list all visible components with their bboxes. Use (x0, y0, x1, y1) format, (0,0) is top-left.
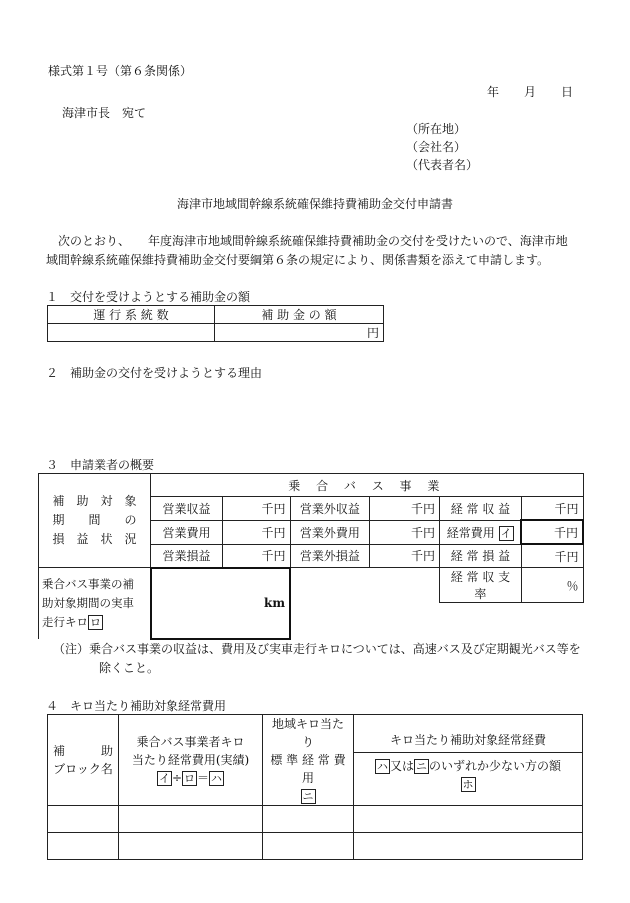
date-year: 年 (487, 85, 500, 99)
ordinary-ratio-cell[interactable]: ％ (521, 568, 583, 603)
intro-line-2: 域間幹線系統確保維持費補助金交付要綱第６条の規定により、関係書類を添えて申請します。 (46, 253, 550, 267)
ordinary-revenue-cell[interactable]: 千円 (521, 497, 583, 521)
applicant-overview-table (38, 473, 584, 640)
yen-unit: 円 (366, 326, 379, 340)
operating-expense-cell[interactable]: 千円 (222, 520, 290, 544)
non-operating-revenue-label: 営業外収益 (290, 497, 370, 521)
operating-revenue-cell[interactable]: 千円 (222, 497, 290, 521)
mark-ni-sub: ニ (416, 759, 427, 773)
addressee: 海津市長 宛て (62, 106, 147, 120)
subsidy-cost-header: キロ当たり補助対象経常経費 ハ 又は ニ のいずれか少ない方の額 ホ (354, 715, 583, 806)
note-line-2: 除くこと。 (99, 661, 160, 675)
mark-ni: ニ (302, 790, 314, 803)
operator-cost-header: 乗合バス事業者キロ 当たり経常費用(実績) イ ÷ ロ ＝ ハ (119, 715, 263, 806)
non-operating-revenue-cell[interactable]: 千円 (370, 497, 440, 521)
operating-expense-label: 営業費用 (151, 520, 223, 544)
mark-ro: ロ (90, 616, 101, 629)
block-name-cell-2[interactable] (48, 833, 119, 860)
ordinary-revenue-label: 経 常 収 益 (440, 497, 522, 521)
ordinary-expense-cell[interactable]: 千円 (521, 520, 583, 544)
mark-i-formula: イ (158, 772, 170, 785)
form-number: 様式第１号（第６条関係） (48, 64, 193, 78)
non-operating-profit-label: 営業外損益 (290, 544, 370, 568)
subsidy-cost-cell-2[interactable] (354, 833, 583, 860)
standard-cost-cell-2[interactable] (263, 833, 354, 860)
subsidy-cost-cell-1[interactable] (354, 806, 583, 833)
bus-business-header: 乗 合 バ ス 事 業 (151, 474, 583, 497)
section-1-heading: １ 交付を受けようとする補助金の額 (46, 290, 251, 304)
ordinary-profit-cell[interactable]: 千円 (521, 544, 583, 568)
note-line-1: （注）乗合バス事業の収益は、費用及び実車走行キロについては、高速バス及び定期観光バス等を (53, 642, 581, 656)
block-name-cell-1[interactable] (48, 806, 119, 833)
cost-per-km-table (47, 714, 583, 860)
subsidy-amount-cell[interactable] (215, 324, 384, 342)
mileage-cell[interactable] (151, 568, 290, 640)
mark-ha-formula: ハ (211, 772, 223, 785)
standard-cost-cell-1[interactable] (263, 806, 354, 833)
operator-cost-cell-2[interactable] (119, 833, 263, 860)
applicant-representative: （代表者名） (406, 158, 479, 172)
operating-profit-cell[interactable]: 千円 (222, 544, 290, 568)
ordinary-expense-label: 経常費用 イ (440, 520, 522, 544)
operating-revenue-label: 営業収益 (151, 497, 223, 521)
mark-ho: ホ (462, 777, 474, 791)
document-title: 海津市地域間幹線系統確保維持費補助金交付申請書 (176, 197, 453, 211)
ordinary-ratio-label: 経 常 収 支 率 (440, 568, 522, 603)
mark-ro-formula: ロ (184, 772, 196, 785)
profit-loss-label: 補 助 対 象 期 間 の 損 益 状 況 (39, 474, 151, 568)
subsidy-amount-table (47, 305, 384, 342)
km-unit: km (264, 596, 286, 611)
reason-area[interactable] (46, 385, 586, 445)
operating-profit-label: 営業損益 (151, 544, 223, 568)
operator-cost-cell-1[interactable] (119, 806, 263, 833)
section-2-heading: ２ 補助金の交付を受けようとする理由 (46, 366, 263, 380)
mark-i: イ (500, 526, 512, 540)
ordinary-profit-label: 経 常 損 益 (440, 544, 522, 568)
applicant-address: （所在地） (406, 122, 467, 136)
intro-line-1: 次のとおり、 年度海津市地域間幹線系統確保維持費補助金の交付を受けたいので、海津市地 (46, 234, 568, 248)
mileage-label: 乗合バス事業の補 助対象期間の実車 走行キロ ロ (39, 568, 151, 640)
date-day: 日 (561, 85, 574, 99)
subsidy-amount-header: 補 助 金 の 額 (215, 306, 384, 324)
block-name-header: 補 助 ブロック名 (48, 715, 119, 806)
section-3-heading: ３ 申請業者の概要 (46, 458, 155, 472)
date-month: 月 (524, 85, 537, 99)
non-operating-profit-cell[interactable]: 千円 (370, 544, 440, 568)
applicant-company: （会社名） (406, 140, 467, 154)
route-count-header: 運 行 系 統 数 (48, 306, 215, 324)
non-operating-expense-cell[interactable]: 千円 (370, 520, 440, 544)
route-count-cell[interactable] (48, 324, 215, 342)
mark-ha: ハ (376, 759, 388, 773)
non-operating-expense-label: 営業外費用 (290, 520, 370, 544)
section-4-heading: ４ キロ当たり補助対象経常費用 (46, 699, 227, 713)
standard-cost-header: 地域キロ当たり 標 準 経 常 費 用 ニ (263, 715, 354, 806)
